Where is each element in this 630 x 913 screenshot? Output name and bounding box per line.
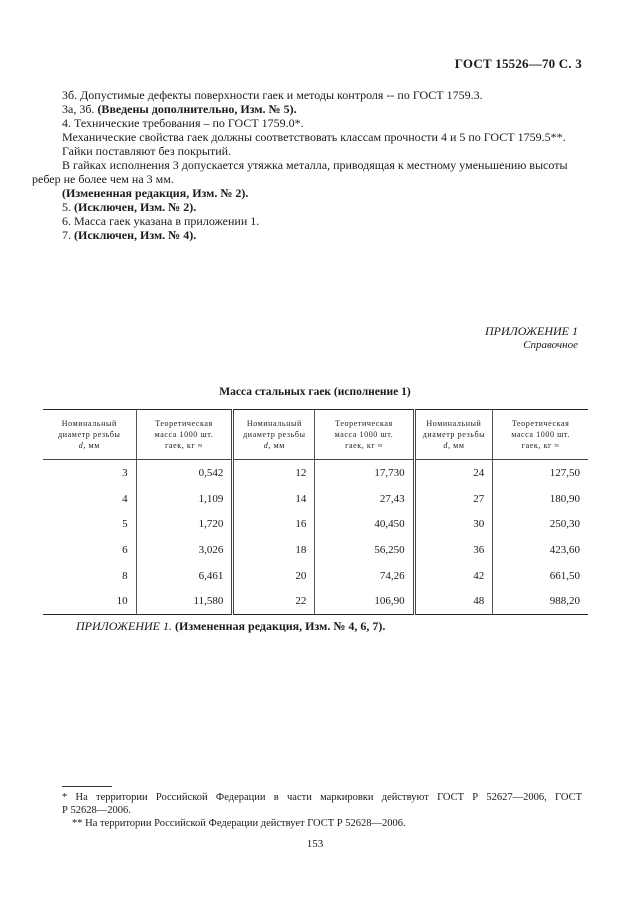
table-row — [43, 460, 588, 486]
table-cell: 6,461 — [136, 563, 233, 589]
paragraph-6: 6. Масса гаек указана в приложении 1. — [62, 214, 260, 228]
table-cell: 0,542 — [136, 460, 233, 486]
table-cell: 74,26 — [315, 563, 414, 589]
table-cell: 3,026 — [136, 537, 233, 563]
table-row — [43, 537, 588, 563]
paragraph-number: 3а, 3б. — [62, 102, 95, 116]
table-caption: Масса стальных гаек (исполнение 1) — [219, 386, 411, 398]
amendment-note-2: (Измененная редакция, Изм. № 2). — [62, 186, 249, 200]
appendix-subtitle: Справочное — [523, 339, 578, 351]
note-text: (Измененная редакция, Изм. № 4, 6, 7). — [174, 619, 386, 633]
table-cell: 48 — [414, 588, 493, 614]
amendment-note: (Введены дополнительно, Изм. № 5). — [97, 102, 297, 116]
table-cell: 36 — [414, 537, 493, 563]
paragraph-number: 5. — [62, 200, 71, 214]
header-mass: Теоретическая масса 1000 шт. гаек, кг ≈ — [315, 410, 414, 460]
table-cell: 10 — [116, 595, 128, 608]
table-header-row — [43, 410, 588, 460]
note-label: ПРИЛОЖЕНИЕ 1. — [76, 619, 172, 633]
paragraph-number: 7. — [62, 228, 71, 242]
table-cell: 6 — [122, 543, 128, 556]
header-mass: Теоретическая масса 1000 шт. гаек, кг ≈ — [136, 410, 233, 460]
paragraph-variant3: В гайках исполнения 3 допускается утяжка металла, приводящая к местному уменьшению высоты — [62, 158, 568, 172]
table-cell: 20 — [233, 563, 315, 589]
header-diameter: Номинальный диаметр резьбы d, мм — [43, 410, 136, 460]
table-cell: 250,30 — [493, 511, 588, 537]
table-cell: 3 — [122, 466, 128, 479]
paragraph-7 — [62, 228, 196, 242]
table-cell: 22 — [233, 588, 315, 614]
table-cell: 18 — [233, 537, 315, 563]
footnote-separator — [62, 786, 112, 787]
table-cell: 127,50 — [493, 460, 588, 486]
appendix-heading — [485, 324, 578, 352]
table-row — [43, 486, 588, 512]
paragraph-3a-3b — [62, 102, 297, 116]
table-cell: 423,60 — [493, 537, 588, 563]
header-diameter: Номинальный диаметр резьбы d, мм — [233, 410, 315, 460]
footnote-1-cont: Р 52628—2006. — [62, 805, 131, 816]
table-cell: 27,43 — [315, 486, 414, 512]
table-cell: 106,90 — [315, 588, 414, 614]
table-cell: 8 — [122, 569, 128, 582]
table-cell: 27 — [414, 486, 493, 512]
appendix-title: ПРИЛОЖЕНИЕ 1 — [485, 324, 578, 338]
table-cell: 180,90 — [493, 486, 588, 512]
table-cell: 17,730 — [315, 460, 414, 486]
table-cell: 40,450 — [315, 511, 414, 537]
table-cell: 1,109 — [136, 486, 233, 512]
paragraph-4: 4. Технические требования – по ГОСТ 1759.0*. — [62, 116, 304, 130]
paragraph-5 — [62, 200, 196, 214]
footnote-1: * На территории Российской Федерации в части маркировки действуют ГОСТ Р 52627—2006, ГОСТ — [62, 792, 582, 803]
table-row — [43, 563, 588, 589]
table-row — [43, 588, 588, 614]
paragraph-mechanical: Механические свойства гаек должны соответствовать классам прочности 4 и 5 по ГОСТ 1759.5**. — [62, 130, 566, 144]
table-cell: 24 — [414, 460, 493, 486]
page-header: ГОСТ 15526—70 С. 3 — [454, 56, 582, 71]
table-cell: 11,580 — [136, 588, 233, 614]
table-cell: 14 — [233, 486, 315, 512]
table-cell: 56,250 — [315, 537, 414, 563]
table-cell: 988,20 — [493, 588, 588, 614]
header-mass: Теоретическая масса 1000 шт. гаек, кг ≈ — [493, 410, 588, 460]
mass-table — [43, 409, 588, 615]
table-cell: 661,50 — [493, 563, 588, 589]
table-cell: 30 — [414, 511, 493, 537]
page-number: 153 — [306, 838, 324, 850]
paragraph-coating: Гайки поставляют без покрытий. — [62, 144, 232, 158]
table-cell: 1,720 — [136, 511, 233, 537]
footnote-2: ** На территории Российской Федерации действует ГОСТ Р 52628—2006. — [72, 818, 406, 829]
table-cell: 16 — [233, 511, 315, 537]
excluded-note: (Исключен, Изм. № 4). — [74, 228, 197, 242]
table-cell: 4 — [122, 492, 128, 505]
excluded-note: (Исключен, Изм. № 2). — [74, 200, 197, 214]
table-cell: 42 — [414, 563, 493, 589]
header-diameter: Номинальный диаметр резьбы d, мм — [414, 410, 493, 460]
table-row — [43, 511, 588, 537]
appendix-amendment-note — [76, 619, 385, 634]
table-cell: 5 — [122, 518, 128, 531]
table-cell: 12 — [233, 460, 315, 486]
paragraph-variant3-cont: ребер не более чем на 3 мм. — [32, 172, 174, 186]
paragraph-3b: 3б. Допустимые дефекты поверхности гаек и методы контроля -- по ГОСТ 1759.3. — [62, 88, 483, 102]
